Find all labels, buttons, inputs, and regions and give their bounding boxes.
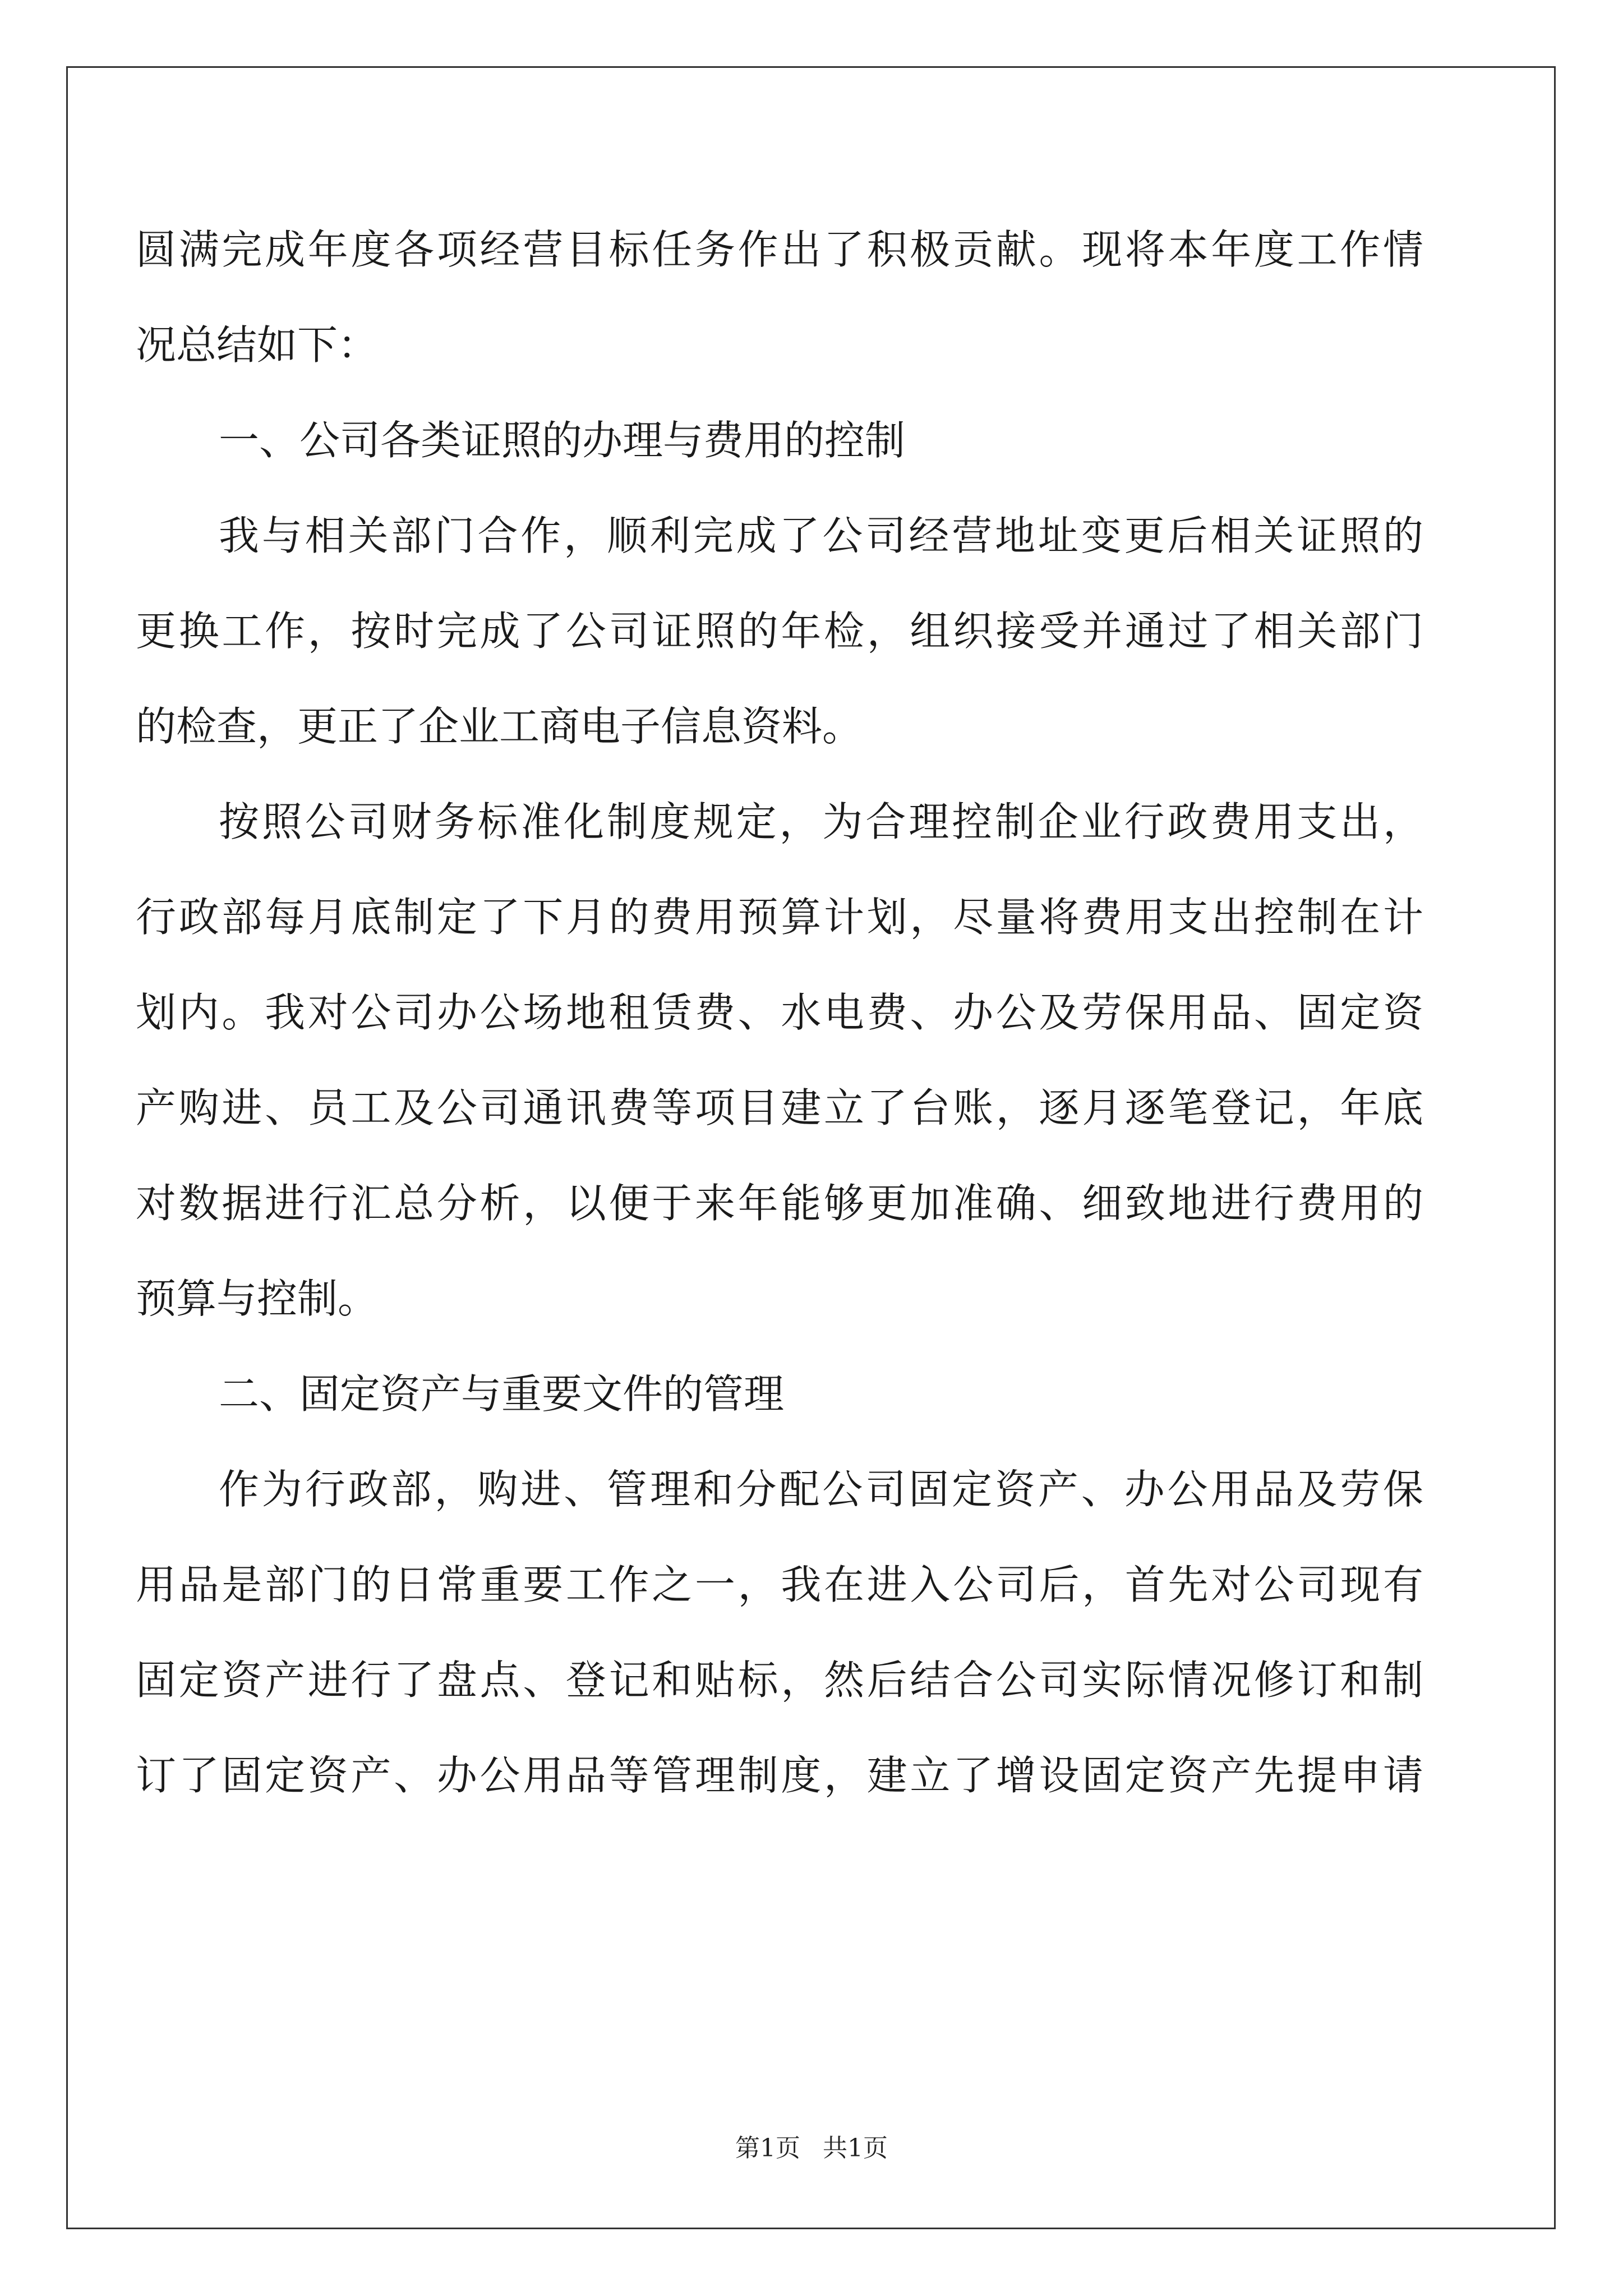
- page-footer: [0, 2132, 1623, 2165]
- text-line: 二、固定资产与重要文件的管理: [219, 1370, 785, 1418]
- text-line: 一、公司各类证照的办理与费用的控制: [219, 417, 906, 464]
- text-line: 用品是部门的日常重要工作之一，我在进入公司后，首先对公司现有: [136, 1561, 1423, 1608]
- text-line: 况总结如下：: [136, 321, 379, 369]
- page-number: 第1页: [735, 2134, 800, 2162]
- text-line: 产购进、员工及公司通讯费等项目建立了台账，逐月逐笔登记，年底: [136, 1084, 1423, 1131]
- text-line: 我与相关部门合作，顺利完成了公司经营地址变更后相关证照的: [219, 512, 1423, 559]
- text-line: 固定资产进行了盘点、登记和贴标，然后结合公司实际情况修订和制: [136, 1657, 1423, 1704]
- text-line: 预算与控制。: [136, 1275, 379, 1322]
- text-line: 行政部每月底制定了下月的费用预算计划，尽量将费用支出控制在计: [136, 894, 1423, 941]
- text-line: 的检查，更正了企业工商电子信息资料。: [136, 703, 863, 750]
- text-line: 对数据进行汇总分析，以便于来年能够更加准确、细致地进行费用的: [136, 1180, 1423, 1227]
- page-border: [66, 66, 1556, 2229]
- text-line: 订了固定资产、办公用品等管理制度，建立了增设固定资产先提申请: [136, 1752, 1423, 1799]
- text-line: 圆满完成年度各项经营目标任务作出了积极贡献。现将本年度工作情: [136, 226, 1423, 273]
- text-line: 更换工作，按时完成了公司证照的年检，组织接受并通过了相关部门: [136, 608, 1423, 655]
- text-line: 作为行政部，购进、管理和分配公司固定资产、办公用品及劳保: [219, 1466, 1423, 1513]
- page-total: 共1页: [823, 2134, 888, 2162]
- text-line: 按照公司财务标准化制度规定，为合理控制企业行政费用支出，: [219, 798, 1423, 845]
- text-line: 划内。我对公司办公场地租赁费、水电费、办公及劳保用品、固定资: [136, 989, 1423, 1036]
